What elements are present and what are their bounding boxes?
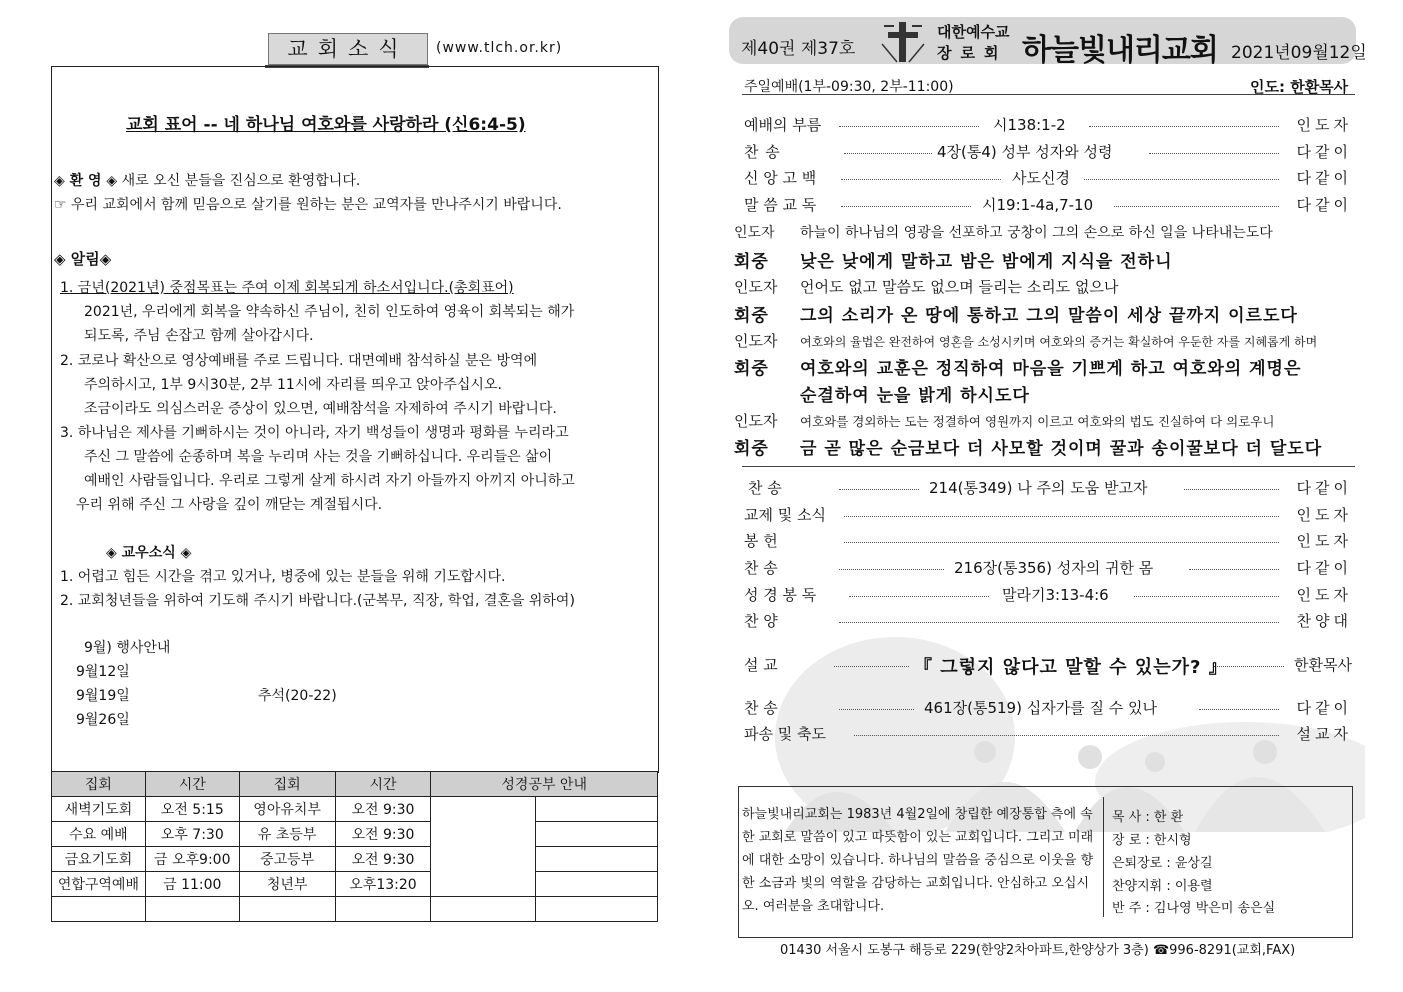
speaker: 인도자 bbox=[734, 332, 778, 350]
worship-item bbox=[744, 584, 1352, 606]
divider bbox=[742, 94, 1355, 95]
item-leader: 인도자 bbox=[1296, 506, 1352, 524]
table-cell: 금 오후9:00 bbox=[145, 847, 239, 872]
table-cell bbox=[145, 897, 239, 922]
service-leader: 인도: 한환목사 bbox=[1250, 78, 1349, 96]
table-cell: 영아유치부 bbox=[239, 797, 335, 822]
notice-line: 2. 코로나 확산으로 영상예배를 주로 드립니다. 대면예배 참석하실 분은 방역에 bbox=[60, 353, 538, 369]
sermon-title: 『 그렇지 않다고 말할 수 있는가? 』 bbox=[914, 657, 1228, 678]
notice-line: 3. 하나님은 제사를 기뻐하시는 것이 아니라, 자기 백성들이 생명과 평화를 누리라고 bbox=[60, 425, 569, 441]
item-label: 찬 송 bbox=[744, 559, 778, 577]
reading-text: 하늘이 하나님의 영광을 선포하고 궁창이 그의 손으로 하신 일을 나타내는도다 bbox=[800, 225, 1273, 241]
item-content: 시19:1-4a,7-10 bbox=[982, 196, 1094, 214]
speaker: 회중 bbox=[734, 359, 769, 379]
welcome-heading: ◈ 환 영 ◈ bbox=[54, 173, 118, 189]
header-cell: 시간 bbox=[145, 772, 239, 797]
table-cell: 오전 5:15 bbox=[145, 797, 239, 822]
table-cell: 오후13:20 bbox=[335, 872, 431, 897]
responsive-line bbox=[734, 247, 1173, 272]
worship-item bbox=[744, 557, 1352, 579]
worship-item bbox=[744, 697, 1352, 719]
table-cell: 오전 9:30 bbox=[335, 797, 431, 822]
reading-text: 그의 소리가 온 땅에 통하고 그의 말씀이 세상 끝까지 이르도다 bbox=[800, 306, 1298, 326]
item-leader: 찬양대 bbox=[1296, 612, 1352, 630]
worship-item bbox=[744, 723, 1352, 745]
reading-text: 낮은 낮에게 말하고 밤은 밤에게 지식을 전하니 bbox=[800, 252, 1173, 272]
responsive-line bbox=[734, 301, 1298, 326]
table-cell: 수요 예배 bbox=[52, 822, 146, 847]
bulletin-date: 2021년09월12일 bbox=[1231, 43, 1367, 63]
table-row bbox=[52, 897, 658, 922]
table-cell: 새벽기도회 bbox=[52, 797, 146, 822]
item-label: 신 앙 고 백 bbox=[744, 169, 817, 187]
item-leader: 다같이 bbox=[1296, 479, 1352, 497]
worship-item bbox=[744, 114, 1352, 136]
item-leader: 다같이 bbox=[1296, 699, 1352, 717]
table-cell: 금요기도회 bbox=[52, 847, 146, 872]
speaker: 인도자 bbox=[734, 225, 775, 241]
divider bbox=[1103, 797, 1104, 917]
notice-line: 주의하시고, 1부 9시30분, 2부 11시에 자리를 띄우고 앉아주십시오. bbox=[84, 377, 502, 393]
bible-study-cell bbox=[536, 847, 658, 872]
reading-text: 여호와를 경외하는 도는 정결하여 영원까지 이르고 여호와의 법도 진실하여 다 의로우니 bbox=[800, 414, 1275, 429]
reading-text: 순결하여 눈을 밝게 하시도다 bbox=[800, 386, 1030, 406]
table-cell bbox=[335, 897, 431, 922]
worship-item bbox=[744, 167, 1352, 189]
item-label: 찬 송 bbox=[744, 143, 781, 161]
responsive-line bbox=[734, 276, 1118, 297]
notice-line: 조금이라도 의심스러운 증상이 있으면, 예배참석을 자제하여 주시기 바랍니다. bbox=[84, 401, 557, 417]
item-label: 설 교 bbox=[744, 656, 778, 674]
header-cell: 시간 bbox=[335, 772, 431, 797]
events-heading: 9월) 행사안내 bbox=[84, 640, 171, 656]
item-content: 461장(통519) 십자가를 질 수 있나 bbox=[924, 699, 1157, 717]
item-content: 214(통349) 나 주의 도움 받고자 bbox=[929, 479, 1148, 497]
service-times: 주일예배(1부-09:30, 2부-11:00) bbox=[744, 79, 954, 95]
speaker: 인도자 bbox=[734, 278, 778, 296]
event-desc: 추석(20-22) bbox=[258, 688, 337, 704]
responsive-line bbox=[734, 222, 1273, 242]
notice-line: 우리 위해 주신 그 사랑을 깊이 깨닫는 계절됩시다. bbox=[76, 497, 383, 513]
table-row bbox=[52, 797, 658, 822]
speaker: 회중 bbox=[734, 439, 769, 459]
website-url[interactable]: (www.tlch.or.kr) bbox=[436, 40, 563, 56]
responsive-line bbox=[734, 330, 1317, 351]
table-cell: 오전 9:30 bbox=[335, 822, 431, 847]
item-label: 성 경 봉 독 bbox=[744, 586, 817, 604]
bible-study-cell bbox=[431, 797, 536, 897]
bible-study-cell bbox=[536, 897, 658, 922]
table-cell: 유 초등부 bbox=[239, 822, 335, 847]
item-leader: 다같이 bbox=[1296, 143, 1352, 161]
table-cell: 오전 9:30 bbox=[335, 847, 431, 872]
divider bbox=[742, 466, 1355, 467]
event-date: 9월12일 bbox=[76, 664, 130, 680]
responsive-line bbox=[734, 354, 1301, 379]
volume-number: 제40권 제37호 bbox=[741, 39, 856, 59]
staff-line: 찬양지휘 : 이용렬 bbox=[1112, 879, 1213, 894]
responsive-line bbox=[734, 434, 1322, 459]
item-label: 말 씀 교 독 bbox=[744, 196, 817, 214]
notice-line: 2021년, 우리에게 회복을 약속하신 주님이, 친히 인도하여 영육이 회복되는 해가 bbox=[84, 304, 575, 320]
item-leader: 다같이 bbox=[1296, 196, 1352, 214]
speaker: 인도자 bbox=[734, 412, 778, 430]
welcome-text: 새로 오신 분들을 진심으로 환영합니다. bbox=[117, 173, 361, 189]
staff-line: 은퇴장로 : 윤상길 bbox=[1112, 856, 1213, 871]
item-label: 찬 송 bbox=[744, 699, 778, 717]
denomination: 장로회 bbox=[937, 44, 1008, 62]
member-news: 2. 교회청년들을 위하여 기도해 주시기 바랍니다.(군복무, 직장, 학업, 결혼을 위하여) bbox=[60, 593, 575, 609]
worship-item bbox=[744, 477, 1352, 499]
speaker: 회중 bbox=[734, 252, 769, 272]
reading-text: 언어도 없고 말씀도 없으며 들리는 소리도 없으나 bbox=[800, 278, 1119, 296]
schedule-table bbox=[51, 771, 658, 922]
worship-item bbox=[744, 610, 1352, 632]
item-content: 시138:1-2 bbox=[993, 116, 1066, 134]
item-leader: 한환목사 bbox=[1294, 656, 1352, 674]
header-cell: 성경공부 안내 bbox=[431, 772, 658, 797]
bible-study-cell bbox=[536, 822, 658, 847]
bible-study-cell bbox=[536, 872, 658, 897]
worship-item bbox=[744, 530, 1352, 552]
item-label: 찬 송 bbox=[748, 479, 782, 497]
staff-line: 목 사 : 한 환 bbox=[1112, 810, 1184, 825]
notice-line: 예배인 사람들입니다. 우리로 그렇게 살게 하시려 자기 아들까지 아끼지 아니하고 bbox=[84, 473, 575, 489]
item-content: 4장(통4) 성부 성자와 성령 bbox=[937, 143, 1113, 161]
notice-line bbox=[60, 277, 514, 297]
church-name: 하늘빛내리교회 bbox=[1022, 33, 1218, 68]
members-heading: ◈ 교우소식 ◈ bbox=[106, 545, 192, 561]
bible-study-cell bbox=[431, 897, 536, 922]
event-date: 9월19일 bbox=[76, 688, 130, 704]
welcome-section bbox=[54, 170, 360, 190]
item-label: 파송 및 축도 bbox=[744, 725, 826, 743]
item-content: 말라기3:13-4:6 bbox=[1002, 586, 1109, 604]
event-date: 9월26일 bbox=[76, 712, 130, 728]
worship-item bbox=[744, 194, 1352, 216]
responsive-line bbox=[734, 410, 1274, 431]
item-leader: 다같이 bbox=[1296, 169, 1352, 187]
church-address: 01430 서울시 도봉구 해등로 229(한양2차아파트,한양상가 3층) ☎996-8291(교회,FAX) bbox=[780, 943, 1296, 958]
table-cell bbox=[239, 897, 335, 922]
item-label: 예배의 부름 bbox=[744, 116, 822, 134]
reading-text: 금 곧 많은 순금보다 더 사모할 것이며 꿀과 송이꿀보다 더 달도다 bbox=[800, 439, 1323, 459]
notice-line: 되도록, 주님 손잡고 함께 살아갑시다. bbox=[84, 328, 314, 344]
item-label: 교제 및 소식 bbox=[744, 506, 826, 524]
item-leader: 인도자 bbox=[1296, 116, 1352, 134]
table-row bbox=[52, 872, 658, 897]
header-cell: 집회 bbox=[52, 772, 146, 797]
notice-heading: ◈ 알림◈ bbox=[54, 250, 112, 268]
reading-text: 여호와의 율법은 완전하여 영혼을 소성시키며 여호와의 증거는 확실하여 우둔한 자를 지혜롭게 하며 bbox=[800, 335, 1318, 349]
church-cross-logo-icon bbox=[880, 20, 926, 64]
welcome-line2: ☞ 우리 교회에서 함께 믿음으로 살기를 원하는 분은 교역자를 만나주시기 바랍니다. bbox=[54, 197, 562, 213]
reading-text: 여호와의 교훈은 정직하여 마음을 기쁘게 하고 여호와의 계명은 bbox=[800, 359, 1302, 379]
table-cell bbox=[52, 897, 146, 922]
table-cell: 오후 7:30 bbox=[145, 822, 239, 847]
staff-line: 반 주 : 김나영 박은미 송은실 bbox=[1112, 901, 1276, 916]
table-cell: 중고등부 bbox=[239, 847, 335, 872]
table-row bbox=[52, 822, 658, 847]
item-label: 찬 양 bbox=[744, 612, 778, 630]
responsive-line bbox=[734, 381, 1030, 406]
section-title: 교회소식 bbox=[268, 33, 428, 65]
staff-line: 장 로 : 한시형 bbox=[1112, 833, 1192, 848]
table-cell: 연합구역예배 bbox=[52, 872, 146, 897]
bible-study-cell bbox=[536, 797, 658, 822]
item-content: 사도신경 bbox=[1012, 169, 1070, 187]
item-leader: 다같이 bbox=[1296, 559, 1352, 577]
item-content: 216장(통356) 성자의 귀한 몸 bbox=[954, 559, 1154, 577]
table-row bbox=[52, 847, 658, 872]
denomination: 대한예수교 bbox=[937, 23, 1010, 41]
schedule-header-row bbox=[52, 772, 658, 797]
notice-line: 주신 그 말씀에 순종하며 복을 누리며 사는 것을 기뻐하십니다. 우리들은 삶이 bbox=[84, 449, 553, 465]
table-cell: 금 11:00 bbox=[145, 872, 239, 897]
church-introduction: 하늘빛내리교회는 1983년 4월2일에 창립한 예장통합 측에 속한 교회로 말씀이 있고 따뜻함이 있는 교회입니다. 그리고 미래에 대한 소망이 있습니다. 하나님의 말씀을 중심으로 이웃을 향한 소금과 빛의 역할을 감당하는 교회입니다. 안심하고 오십시오. 여러분을 초대합니다. bbox=[742, 807, 1094, 914]
member-news: 1. 어렵고 힘든 시간을 겪고 있거나, 병중에 있는 분들을 위해 기도합시다. bbox=[60, 569, 506, 585]
header-cell: 집회 bbox=[239, 772, 335, 797]
table-cell: 청년부 bbox=[239, 872, 335, 897]
item-leader: 인도자 bbox=[1296, 532, 1352, 550]
speaker: 회중 bbox=[734, 306, 769, 326]
item-leader: 인도자 bbox=[1296, 586, 1352, 604]
item-label: 봉 헌 bbox=[744, 532, 778, 550]
church-motto: 교회 표어 -- 네 하나님 여호와를 사랑하라 (신6:4-5) bbox=[126, 115, 526, 135]
worship-item bbox=[744, 504, 1352, 526]
worship-item bbox=[744, 141, 1352, 163]
item-leader: 설교자 bbox=[1296, 725, 1352, 743]
notice-1-title: 1. 금년(2021년) 중점목표는 주여 이제 회복되게 하소서입니다.(총회표어) bbox=[60, 280, 514, 296]
